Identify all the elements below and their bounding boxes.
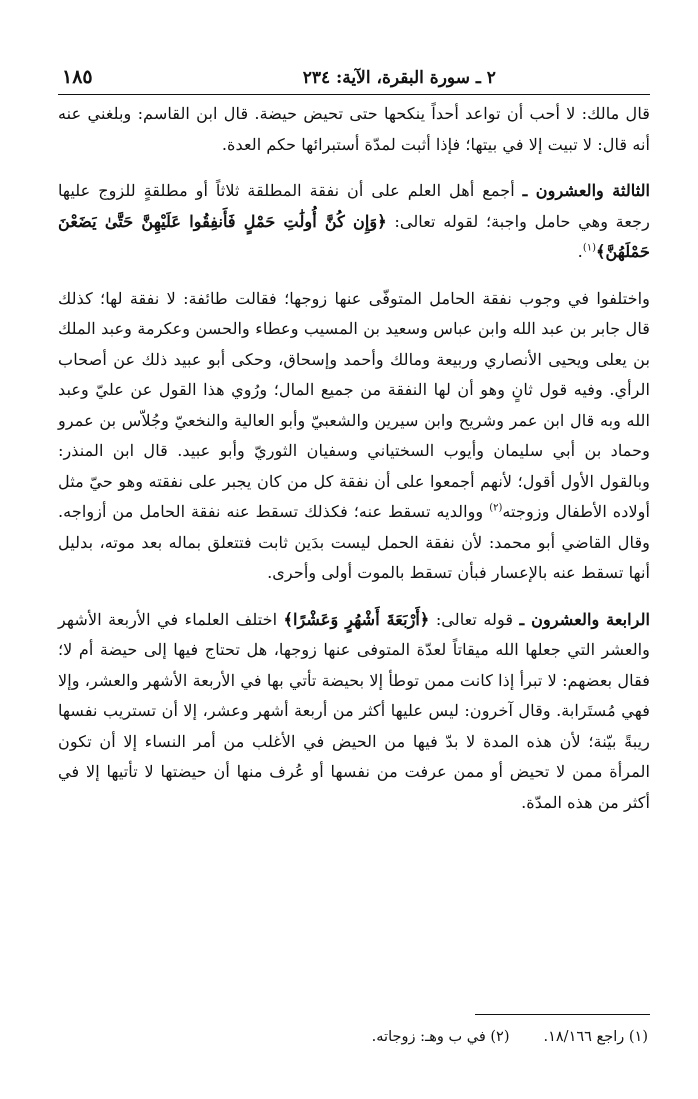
running-title: ٢ ـ سورة البقرة، الآية: ٢٣٤	[302, 68, 496, 88]
footnote-1: (١) راجع ١٨/١٦٦.	[543, 1029, 648, 1045]
main-text	[58, 99, 650, 818]
footnotes-area	[58, 1014, 650, 1045]
section-heading-23: الثالثة والعشرون ـ	[522, 181, 651, 200]
footnotes	[58, 1029, 650, 1045]
paragraph-4-text-1: قوله تعالى:	[429, 609, 520, 629]
footnote-rule	[475, 1014, 650, 1015]
paragraph-2	[58, 176, 650, 268]
paragraph-1	[58, 99, 650, 160]
quran-verse-1: ﴿وَإِن كُنَّ أُولَٰتِ حَمْلٍ فَأَنفِقُوا عَلَيْهِنَّ حَتَّىٰ يَضَعْنَ حَمْلَهُنَّ﴾	[58, 211, 650, 261]
paragraph-2-text-1: أجمع أهل العلم على أن نفقة المطلقة ثلاثاً أو مطلقةٍ للزوج عليها رجعة وهي حامل واجبة؛ لقوله تعالى:	[58, 181, 650, 231]
paragraph-2-text-2: .	[577, 242, 583, 261]
book-page	[58, 52, 650, 834]
header-rule	[58, 94, 650, 95]
page-number: ١٨٥	[62, 66, 93, 88]
paragraph-4-text-2: اختلف العلماء في الأربعة الأشهر والعشر التي جعلها الله ميقاتاً لعدّة المتوفى عنها زوجها، هل تحتاج فيها إلى حيضة أم لا؛ فقال بعضهم: لا تبرأ إذا كانت ممن توطأ إلا بحيضة تأتي بها في الأربعة الأشهر والعشر، وإلا فهي مُستَرابة. وقال آخرون: ليس عليها أكثر من أربعة أشهر وعشر، إلا أن تستريب نفسها ريبةً بيّنة؛ لأن هذه المدة لا بدّ فيها من الحيض في الأغلب من أمر النساء إلا أن تكون المرأة ممن لا تحيض أو ممن عرفت من نفسها أو عُرف منها أن حيضتها لا تأتيها إلا في أكثر من هذه المدّة.	[58, 609, 650, 812]
paragraph-3	[58, 284, 650, 589]
section-heading-24: الرابعة والعشرون ـ	[519, 609, 651, 629]
paragraph-3-text-2: ووالديه تسقط عنه؛ فكذلك تسقط عنه نفقة الحامل من أزواجه. وقال القاضي أبو محمد: لأن نفقة الحمل ليست بدَين ثابت فتتعلق بماله بعد موته، بدليل أنها تسقط عنه بالإعسار فبأن تسقط بالموت أولى وأحرى.	[58, 502, 650, 582]
footnote-ref-2: (٢)	[489, 502, 503, 514]
paragraph-4	[58, 605, 650, 819]
quran-verse-2: ﴿أَرْبَعَةَ أَشْهُرٍ وَعَشْرًا﴾	[283, 609, 430, 629]
paragraph-1-text: قال مالك: لا أحب أن تواعد أحداً ينكحها حتى تحيض حيضة. قال ابن القاسم: وبلغني عنه أنه قال: لا تبيت إلا في بيتها؛ فإذا أثبت لمدّة أستبرائها حكم العدة.	[58, 104, 650, 154]
footnote-2: (٢) في ب وهـ: زوجاته.	[371, 1029, 510, 1045]
paragraph-3-text-1: واختلفوا في وجوب نفقة الحامل المتوفّى عنها زوجها؛ فقالت طائفة: لا نفقة لها؛ كذلك قال جابر بن عبد الله وابن عباس وسعيد بن المسيب وعطاء والحسن وعكرمة وعبد الملك بن يعلى ويحيى الأنصاري وربيعة ومالك وأحمد وإسحاق، وحكى أبو عبيد ذلك عن أصحاب الرأي. وفيه قول ثانٍ وهو أن لها النفقة من جميع المال؛ ورُوي هذا القول عن عليّ وعبد الله وبه قال ابن عمر وشريح وابن سيرين والشعبيّ وأبو العالية والنخعيّ وجُلاّس بن عمرو وحماد بن أبي سليمان وأيوب السختياني وسفيان الثوريّ وأبو عبيد. قال ابن المنذر: وبالقول الأول أقول؛ لأنهم أجمعوا على أن نفقة كل من كان يجبر على نفقته وهو حيّ مثل أولاده الأطفال وزوجته	[58, 288, 650, 521]
footnote-ref-1: (١)	[582, 242, 596, 254]
running-header	[58, 52, 650, 88]
